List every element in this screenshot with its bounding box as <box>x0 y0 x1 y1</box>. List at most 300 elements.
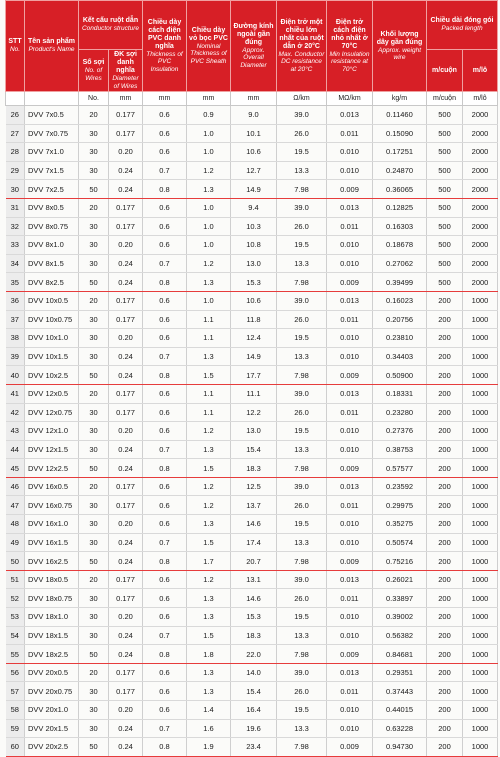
cell-length-per-coil: 200 <box>427 440 463 459</box>
cell-dc-resistance: 26.0 <box>277 682 327 701</box>
cell-insulation-thickness: 0.6 <box>143 608 187 627</box>
cell-wire-count: 30 <box>79 310 109 329</box>
cell-insulation-thickness: 0.6 <box>143 403 187 422</box>
table-row <box>6 347 498 366</box>
cell-dc-resistance: 26.0 <box>277 124 327 143</box>
cell-sheath-thickness: 1.3 <box>187 589 231 608</box>
cell-overall-diameter: 10.6 <box>231 143 277 162</box>
cell-overall-diameter: 13.1 <box>231 570 277 589</box>
cell-overall-diameter: 12.2 <box>231 403 277 422</box>
cell-sheath-thickness: 1.6 <box>187 719 231 738</box>
cell-length-per-coil: 200 <box>427 570 463 589</box>
cell-wire-count: 30 <box>79 236 109 255</box>
cell-wire-count: 30 <box>79 422 109 441</box>
cell-dc-resistance: 19.5 <box>277 608 327 627</box>
cell-wire-diameter: 0.20 <box>109 329 143 348</box>
header-wire-diameter: ĐK sợi danh nghĩa Diameter of Wires <box>109 50 143 92</box>
cell-product-name: DVV 18x1.0 <box>25 608 79 627</box>
table-row <box>6 701 498 720</box>
cell-dc-resistance: 7.98 <box>277 366 327 385</box>
cell-weight: 0.27062 <box>373 254 427 273</box>
cell-dc-resistance: 39.0 <box>277 570 327 589</box>
cell-dc-resistance: 26.0 <box>277 403 327 422</box>
cell-weight: 0.23810 <box>373 329 427 348</box>
table-row <box>6 217 498 236</box>
cell-insulation-resistance: 0.010 <box>327 608 373 627</box>
cell-length-per-lot: 1000 <box>463 366 498 385</box>
cell-product-name: DVV 8x2.5 <box>25 273 79 292</box>
cell-dc-resistance: 19.5 <box>277 422 327 441</box>
cell-insulation-resistance: 0.010 <box>327 719 373 738</box>
cell-dc-resistance: 7.98 <box>277 552 327 571</box>
cell-insulation-thickness: 0.6 <box>143 515 187 534</box>
cell-wire-count: 50 <box>79 738 109 757</box>
cell-overall-diameter: 10.3 <box>231 217 277 236</box>
cell-length-per-lot: 1000 <box>463 515 498 534</box>
cell-dc-resistance: 39.0 <box>277 477 327 496</box>
cell-length-per-lot: 1000 <box>463 663 498 682</box>
cell-wire-count: 50 <box>79 273 109 292</box>
table-row <box>6 161 498 180</box>
cell-dc-resistance: 7.98 <box>277 738 327 757</box>
cell-dc-resistance: 26.0 <box>277 217 327 236</box>
cell-stt: 43 <box>6 422 25 441</box>
table-row <box>6 329 498 348</box>
cell-product-name: DVV 10x1.5 <box>25 347 79 366</box>
cell-dc-resistance: 7.98 <box>277 645 327 664</box>
cell-dc-resistance: 13.3 <box>277 626 327 645</box>
cell-insulation-thickness: 0.6 <box>143 124 187 143</box>
cell-wire-count: 30 <box>79 701 109 720</box>
cell-insulation-resistance: 0.009 <box>327 738 373 757</box>
table-row <box>6 645 498 664</box>
cell-overall-diameter: 15.4 <box>231 682 277 701</box>
cell-weight: 0.39499 <box>373 273 427 292</box>
cell-product-name: DVV 18x2.5 <box>25 645 79 664</box>
cell-wire-diameter: 0.177 <box>109 663 143 682</box>
cell-wire-diameter: 0.24 <box>109 273 143 292</box>
cell-dc-resistance: 19.5 <box>277 329 327 348</box>
cell-wire-count: 30 <box>79 329 109 348</box>
cell-weight: 0.39002 <box>373 608 427 627</box>
table-row <box>6 254 498 273</box>
cell-weight: 0.36065 <box>373 180 427 199</box>
table-row <box>6 143 498 162</box>
cell-product-name: DVV 10x0.5 <box>25 291 79 310</box>
cell-wire-diameter: 0.177 <box>109 477 143 496</box>
cell-dc-resistance: 26.0 <box>277 310 327 329</box>
cell-weight: 0.23280 <box>373 403 427 422</box>
table-row <box>6 515 498 534</box>
cell-length-per-coil: 200 <box>427 608 463 627</box>
header-length-per-coil: m/cuộn <box>427 50 463 92</box>
cable-spec-sheet <box>5 0 497 757</box>
unit-cell <box>25 92 79 106</box>
cell-stt: 39 <box>6 347 25 366</box>
cell-length-per-lot: 1000 <box>463 291 498 310</box>
cell-length-per-lot: 2000 <box>463 254 498 273</box>
cell-overall-diameter: 13.0 <box>231 422 277 441</box>
cell-insulation-thickness: 0.7 <box>143 533 187 552</box>
cell-length-per-lot: 1000 <box>463 645 498 664</box>
cell-wire-count: 20 <box>79 384 109 403</box>
cell-length-per-coil: 200 <box>427 496 463 515</box>
cell-length-per-coil: 200 <box>427 533 463 552</box>
unit-cell: mm <box>231 92 277 106</box>
cell-product-name: DVV 18x0.75 <box>25 589 79 608</box>
cell-length-per-lot: 1000 <box>463 719 498 738</box>
cell-length-per-lot: 1000 <box>463 440 498 459</box>
unit-cell: mm <box>143 92 187 106</box>
table-row <box>6 310 498 329</box>
cell-length-per-coil: 200 <box>427 645 463 664</box>
cell-insulation-resistance: 0.013 <box>327 663 373 682</box>
cell-product-name: DVV 7x0.5 <box>25 106 79 125</box>
cell-insulation-thickness: 0.6 <box>143 143 187 162</box>
cell-sheath-thickness: 1.5 <box>187 366 231 385</box>
cell-wire-diameter: 0.177 <box>109 124 143 143</box>
cell-insulation-resistance: 0.011 <box>327 589 373 608</box>
cell-sheath-thickness: 1.3 <box>187 608 231 627</box>
cell-wire-count: 30 <box>79 496 109 515</box>
cell-sheath-thickness: 1.1 <box>187 329 231 348</box>
cell-insulation-thickness: 0.6 <box>143 329 187 348</box>
cell-product-name: DVV 16x1.0 <box>25 515 79 534</box>
table-row <box>6 403 498 422</box>
cell-product-name: DVV 12x0.75 <box>25 403 79 422</box>
cell-wire-diameter: 0.24 <box>109 180 143 199</box>
cell-overall-diameter: 18.3 <box>231 459 277 478</box>
cell-sheath-thickness: 1.0 <box>187 236 231 255</box>
cell-product-name: DVV 16x1.5 <box>25 533 79 552</box>
unit-cell: Ω/km <box>277 92 327 106</box>
cell-insulation-thickness: 0.8 <box>143 645 187 664</box>
cell-sheath-thickness: 1.8 <box>187 645 231 664</box>
cell-product-name: DVV 20x2.5 <box>25 738 79 757</box>
cell-overall-diameter: 15.3 <box>231 273 277 292</box>
cell-insulation-resistance: 0.009 <box>327 552 373 571</box>
table-row <box>6 738 498 757</box>
cell-wire-diameter: 0.20 <box>109 236 143 255</box>
cell-insulation-thickness: 0.7 <box>143 440 187 459</box>
cell-insulation-thickness: 0.6 <box>143 291 187 310</box>
cell-stt: 34 <box>6 254 25 273</box>
cell-wire-count: 30 <box>79 533 109 552</box>
header-product-name: Tên sản phẩm Product's Name <box>25 1 79 92</box>
cell-length-per-coil: 200 <box>427 310 463 329</box>
cell-insulation-thickness: 0.6 <box>143 496 187 515</box>
cell-length-per-coil: 200 <box>427 384 463 403</box>
cell-insulation-thickness: 0.8 <box>143 273 187 292</box>
cell-product-name: DVV 16x2.5 <box>25 552 79 571</box>
cell-overall-diameter: 12.4 <box>231 329 277 348</box>
cell-length-per-coil: 200 <box>427 589 463 608</box>
table-body <box>6 92 498 757</box>
cell-wire-diameter: 0.177 <box>109 291 143 310</box>
cell-sheath-thickness: 1.2 <box>187 570 231 589</box>
cell-product-name: DVV 12x1.5 <box>25 440 79 459</box>
cell-insulation-resistance: 0.009 <box>327 459 373 478</box>
cell-wire-count: 30 <box>79 719 109 738</box>
cell-overall-diameter: 11.1 <box>231 384 277 403</box>
cell-length-per-lot: 1000 <box>463 329 498 348</box>
cell-sheath-thickness: 1.0 <box>187 124 231 143</box>
cell-overall-diameter: 15.4 <box>231 440 277 459</box>
cell-weight: 0.17251 <box>373 143 427 162</box>
cell-overall-diameter: 16.4 <box>231 701 277 720</box>
cell-product-name: DVV 18x0.5 <box>25 570 79 589</box>
cell-product-name: DVV 8x0.75 <box>25 217 79 236</box>
cell-wire-count: 20 <box>79 663 109 682</box>
table-row <box>6 106 498 125</box>
table-row <box>6 477 498 496</box>
cell-insulation-thickness: 0.6 <box>143 701 187 720</box>
cell-product-name: DVV 20x0.75 <box>25 682 79 701</box>
header-conductor-structure: Kết cấu ruột dẫn Conductor structure <box>79 1 143 50</box>
cell-sheath-thickness: 1.0 <box>187 143 231 162</box>
cell-insulation-thickness: 0.7 <box>143 347 187 366</box>
cell-length-per-lot: 1000 <box>463 384 498 403</box>
cell-weight: 0.37443 <box>373 682 427 701</box>
cell-weight: 0.84681 <box>373 645 427 664</box>
cell-wire-diameter: 0.177 <box>109 682 143 701</box>
cell-dc-resistance: 39.0 <box>277 384 327 403</box>
cell-length-per-coil: 200 <box>427 366 463 385</box>
cell-wire-diameter: 0.177 <box>109 384 143 403</box>
cell-stt: 52 <box>6 589 25 608</box>
cell-wire-count: 30 <box>79 515 109 534</box>
cell-stt: 47 <box>6 496 25 515</box>
cell-insulation-resistance: 0.010 <box>327 440 373 459</box>
cell-insulation-thickness: 0.6 <box>143 198 187 217</box>
cell-wire-count: 30 <box>79 124 109 143</box>
cell-dc-resistance: 26.0 <box>277 496 327 515</box>
cell-wire-count: 20 <box>79 570 109 589</box>
cell-wire-diameter: 0.20 <box>109 515 143 534</box>
cell-product-name: DVV 10x0.75 <box>25 310 79 329</box>
cell-overall-diameter: 11.8 <box>231 310 277 329</box>
unit-cell <box>6 92 25 106</box>
cell-length-per-coil: 200 <box>427 682 463 701</box>
cell-overall-diameter: 20.7 <box>231 552 277 571</box>
cell-overall-diameter: 22.0 <box>231 645 277 664</box>
header-wire-count: Số sợi No. of Wires <box>79 50 109 92</box>
cell-overall-diameter: 13.7 <box>231 496 277 515</box>
cell-weight: 0.16023 <box>373 291 427 310</box>
cell-length-per-lot: 1000 <box>463 422 498 441</box>
cell-insulation-resistance: 0.010 <box>327 254 373 273</box>
cell-insulation-thickness: 0.6 <box>143 106 187 125</box>
cell-wire-diameter: 0.177 <box>109 496 143 515</box>
table-header <box>6 1 498 92</box>
cell-length-per-coil: 500 <box>427 161 463 180</box>
table-row <box>6 663 498 682</box>
cable-spec-table <box>5 0 498 757</box>
table-row <box>6 124 498 143</box>
cell-stt: 35 <box>6 273 25 292</box>
cell-insulation-thickness: 0.8 <box>143 366 187 385</box>
cell-length-per-lot: 2000 <box>463 217 498 236</box>
cell-stt: 27 <box>6 124 25 143</box>
cell-wire-diameter: 0.24 <box>109 719 143 738</box>
cell-product-name: DVV 20x1.5 <box>25 719 79 738</box>
cell-insulation-thickness: 0.6 <box>143 589 187 608</box>
cell-insulation-resistance: 0.010 <box>327 422 373 441</box>
cell-weight: 0.63228 <box>373 719 427 738</box>
cell-length-per-coil: 200 <box>427 719 463 738</box>
cell-wire-diameter: 0.20 <box>109 422 143 441</box>
cell-insulation-thickness: 0.6 <box>143 422 187 441</box>
cell-insulation-resistance: 0.010 <box>327 329 373 348</box>
cell-sheath-thickness: 1.2 <box>187 477 231 496</box>
cell-stt: 41 <box>6 384 25 403</box>
cell-insulation-resistance: 0.013 <box>327 477 373 496</box>
cell-insulation-resistance: 0.009 <box>327 180 373 199</box>
cell-product-name: DVV 8x0.5 <box>25 198 79 217</box>
cell-insulation-thickness: 0.7 <box>143 254 187 273</box>
cell-dc-resistance: 39.0 <box>277 198 327 217</box>
cell-length-per-lot: 1000 <box>463 608 498 627</box>
cell-length-per-coil: 500 <box>427 180 463 199</box>
cell-wire-diameter: 0.177 <box>109 106 143 125</box>
cell-weight: 0.15090 <box>373 124 427 143</box>
cell-length-per-coil: 200 <box>427 701 463 720</box>
header-length-per-lot: m/lô <box>463 50 498 92</box>
table-row <box>6 366 498 385</box>
cell-length-per-lot: 1000 <box>463 682 498 701</box>
cell-product-name: DVV 12x1.0 <box>25 422 79 441</box>
cell-dc-resistance: 19.5 <box>277 515 327 534</box>
table-row <box>6 570 498 589</box>
cell-length-per-coil: 200 <box>427 329 463 348</box>
unit-cell: mm <box>187 92 231 106</box>
cell-insulation-thickness: 0.6 <box>143 217 187 236</box>
cell-sheath-thickness: 1.3 <box>187 273 231 292</box>
cell-wire-diameter: 0.177 <box>109 310 143 329</box>
cell-sheath-thickness: 1.3 <box>187 663 231 682</box>
cell-wire-diameter: 0.20 <box>109 701 143 720</box>
cell-sheath-thickness: 1.0 <box>187 291 231 310</box>
cell-wire-diameter: 0.177 <box>109 570 143 589</box>
cell-overall-diameter: 14.6 <box>231 589 277 608</box>
cell-wire-count: 30 <box>79 608 109 627</box>
cell-dc-resistance: 13.3 <box>277 347 327 366</box>
cell-overall-diameter: 14.6 <box>231 515 277 534</box>
cell-product-name: DVV 20x1.0 <box>25 701 79 720</box>
cell-product-name: DVV 20x0.5 <box>25 663 79 682</box>
cell-insulation-resistance: 0.010 <box>327 236 373 255</box>
cell-wire-diameter: 0.24 <box>109 347 143 366</box>
cell-wire-count: 50 <box>79 459 109 478</box>
cell-wire-diameter: 0.177 <box>109 589 143 608</box>
cell-insulation-thickness: 0.7 <box>143 719 187 738</box>
cell-wire-count: 50 <box>79 552 109 571</box>
table-row <box>6 236 498 255</box>
cell-overall-diameter: 14.9 <box>231 180 277 199</box>
cell-stt: 26 <box>6 106 25 125</box>
cell-stt: 28 <box>6 143 25 162</box>
cell-sheath-thickness: 1.2 <box>187 254 231 273</box>
cell-insulation-thickness: 0.6 <box>143 477 187 496</box>
cell-weight: 0.20756 <box>373 310 427 329</box>
cell-length-per-coil: 200 <box>427 663 463 682</box>
cell-dc-resistance: 19.5 <box>277 236 327 255</box>
cell-weight: 0.29351 <box>373 663 427 682</box>
cell-stt: 36 <box>6 291 25 310</box>
cell-dc-resistance: 7.98 <box>277 459 327 478</box>
cell-length-per-lot: 2000 <box>463 124 498 143</box>
table-row <box>6 291 498 310</box>
cell-length-per-coil: 200 <box>427 477 463 496</box>
table-row <box>6 384 498 403</box>
cell-length-per-coil: 200 <box>427 422 463 441</box>
cell-stt: 30 <box>6 180 25 199</box>
cell-insulation-resistance: 0.013 <box>327 106 373 125</box>
cell-overall-diameter: 14.9 <box>231 347 277 366</box>
cell-dc-resistance: 26.0 <box>277 589 327 608</box>
cell-insulation-resistance: 0.010 <box>327 533 373 552</box>
cell-wire-count: 30 <box>79 589 109 608</box>
cell-stt: 46 <box>6 477 25 496</box>
cell-insulation-resistance: 0.010 <box>327 143 373 162</box>
cell-insulation-thickness: 0.8 <box>143 180 187 199</box>
cell-insulation-thickness: 0.7 <box>143 626 187 645</box>
unit-cell: mm <box>109 92 143 106</box>
cell-overall-diameter: 18.3 <box>231 626 277 645</box>
cell-sheath-thickness: 1.5 <box>187 459 231 478</box>
table-row <box>6 273 498 292</box>
cell-wire-count: 50 <box>79 180 109 199</box>
cell-wire-count: 30 <box>79 254 109 273</box>
cell-length-per-coil: 200 <box>427 403 463 422</box>
cell-stt: 57 <box>6 682 25 701</box>
cell-wire-diameter: 0.177 <box>109 403 143 422</box>
cell-sheath-thickness: 0.9 <box>187 106 231 125</box>
cell-sheath-thickness: 1.3 <box>187 347 231 366</box>
cell-weight: 0.44015 <box>373 701 427 720</box>
cell-stt: 60 <box>6 738 25 757</box>
cell-insulation-resistance: 0.013 <box>327 570 373 589</box>
cell-insulation-resistance: 0.011 <box>327 124 373 143</box>
cell-wire-count: 20 <box>79 198 109 217</box>
cell-dc-resistance: 13.3 <box>277 719 327 738</box>
cell-insulation-resistance: 0.010 <box>327 515 373 534</box>
cell-wire-count: 20 <box>79 291 109 310</box>
cell-length-per-lot: 1000 <box>463 570 498 589</box>
cell-sheath-thickness: 1.1 <box>187 310 231 329</box>
cell-product-name: DVV 12x2.5 <box>25 459 79 478</box>
cell-sheath-thickness: 1.0 <box>187 217 231 236</box>
table-row <box>6 440 498 459</box>
cell-insulation-resistance: 0.010 <box>327 347 373 366</box>
cell-stt: 50 <box>6 552 25 571</box>
cell-overall-diameter: 13.0 <box>231 254 277 273</box>
cell-weight: 0.29975 <box>373 496 427 515</box>
cell-insulation-resistance: 0.013 <box>327 384 373 403</box>
cell-length-per-lot: 1000 <box>463 403 498 422</box>
table-row <box>6 533 498 552</box>
cell-length-per-lot: 1000 <box>463 477 498 496</box>
table-row <box>6 198 498 217</box>
header-packed-length: Chiều dài đóng gói Packed length <box>427 1 498 50</box>
cell-length-per-coil: 500 <box>427 254 463 273</box>
cell-sheath-thickness: 1.5 <box>187 626 231 645</box>
cell-insulation-thickness: 0.6 <box>143 384 187 403</box>
cell-sheath-thickness: 1.3 <box>187 682 231 701</box>
cell-overall-diameter: 17.4 <box>231 533 277 552</box>
table-row <box>6 626 498 645</box>
cell-insulation-thickness: 0.8 <box>143 738 187 757</box>
